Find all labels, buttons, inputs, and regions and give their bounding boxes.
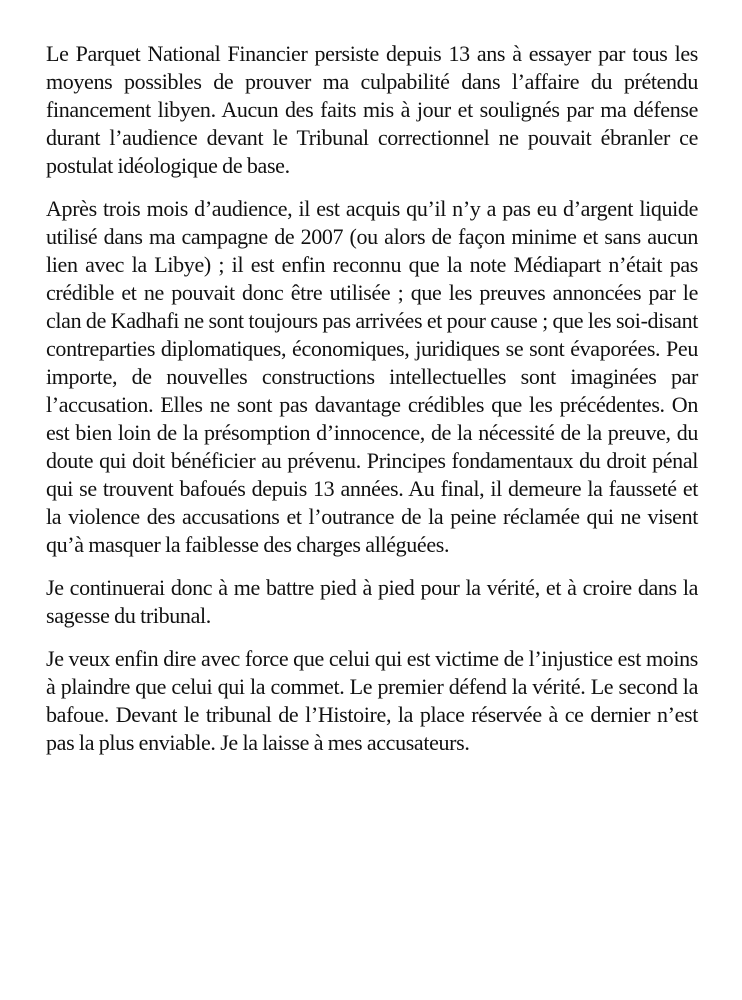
paragraph-2: Après trois mois d’audience, il est acquis qu’il n’y a pas eu d’argent liquide utilisé dans ma campagne de 2007 (ou alors de façon minime et sans aucun lien avec la Libye) ; il est enfin reconnu que la note Médiapart n’était pas crédible et ne pouvait donc être utilisée ; que les preuves annoncées par le clan de Kadhafi ne sont toujours pas arrivées et pour cause ; que les soi-disant contreparties diplomatiques, économiques, juridiques se sont évaporées. Peu importe, de nouvelles constructions intellectuelles sont imaginées par l’accusation. Elles ne sont pas davantage crédibles que les précédentes. On est bien loin de la présomption d’innocence, de la nécessité de la preuve, du doute qui doit bénéficier au prévenu. Principes fondamentaux du droit pénal qui se trouvent bafoués depuis 13 années. Au final, il demeure la fausseté et la violence des accusations et l’outrance de la peine réclamée qui ne visent qu’à masquer la faiblesse des charges alléguées.: [46, 196, 698, 557]
paragraph-3: Je continuerai donc à me battre pied à pied pour la vérité, et à croire dans la sagesse du tribunal.: [46, 575, 698, 628]
paragraph-4: Je veux enfin dire avec force que celui qui est victime de l’injustice est moins à plaindre que celui qui la commet. Le premier défend la vérité. Le second la bafoue. Devant le tribunal de l’Histoire, la place réservée à ce dernier n’est pas la plus enviable. Je la laisse à mes accusateurs.: [46, 646, 698, 755]
document-page: [46, 40, 698, 772]
paragraph-1: Le Parquet National Financier persiste depuis 13 ans à essayer par tous les moyens possibles de prouver ma culpabilité dans l’affaire du prétendu financement libyen. Aucun des faits mis à jour et soulignés par ma défense durant l’audience devant le Tribunal correctionnel ne pouvait ébranler ce postulat idéologique de base.: [46, 41, 698, 178]
